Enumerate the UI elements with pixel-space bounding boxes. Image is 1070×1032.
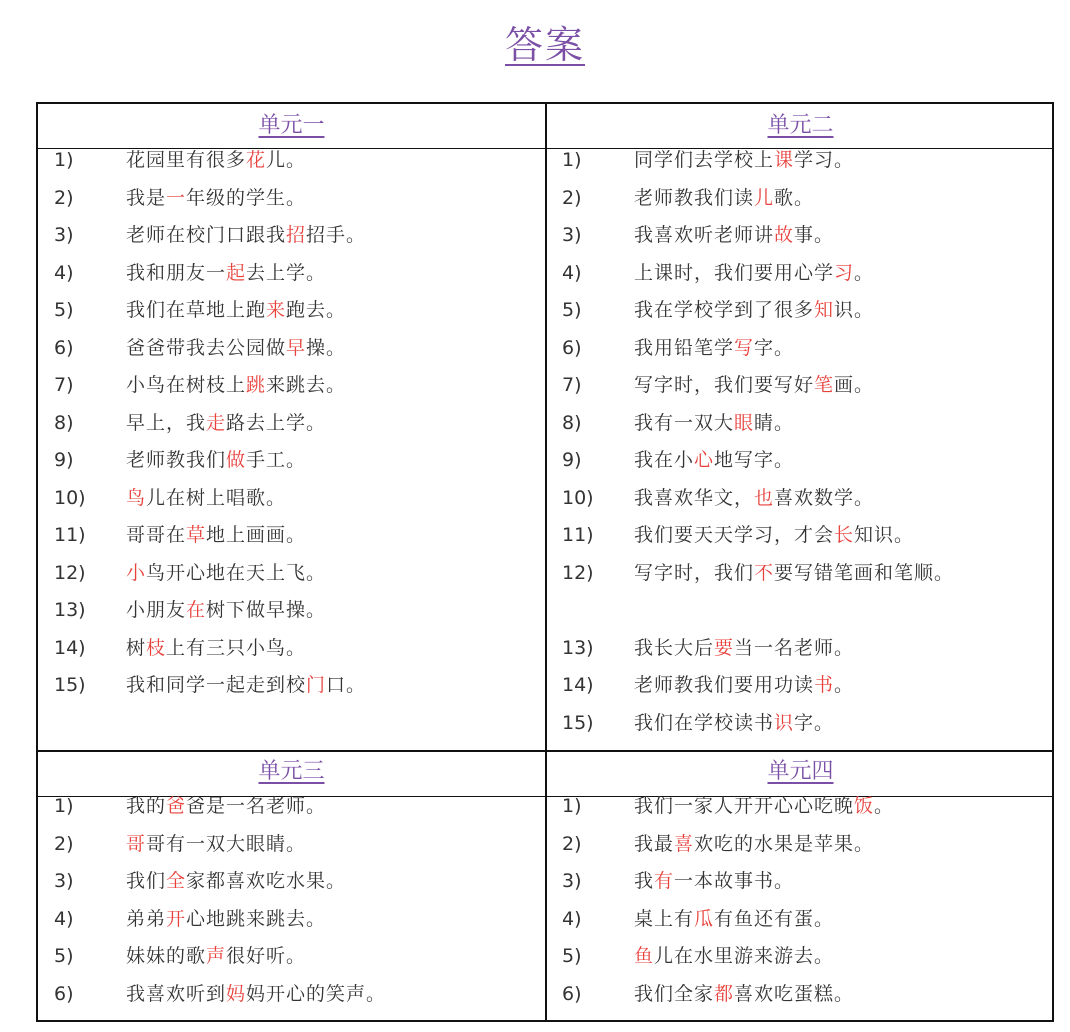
- item-sentence: [634, 863, 1042, 901]
- answer-item: [562, 705, 1042, 743]
- sentence-end: 当一名老师。: [734, 636, 855, 659]
- answer-item: [54, 976, 534, 1014]
- sentence-end: 地上画画。: [206, 524, 307, 546]
- answer-character: 小: [126, 561, 147, 584]
- item-sentence: [634, 330, 1042, 368]
- item-number: 5): [54, 299, 74, 321]
- page-title: 答案: [504, 23, 585, 67]
- item-sentence: [126, 255, 534, 293]
- item-sentence: [634, 788, 1042, 826]
- sentence-start: 我们要天天学习，才会: [634, 524, 835, 546]
- answer-item: [54, 142, 534, 180]
- item-sentence: [126, 555, 534, 593]
- sentence-start: 我有一双大: [634, 411, 735, 434]
- sentence-end: 事。: [794, 224, 835, 246]
- item-number: 4): [54, 907, 74, 930]
- answer-item: [562, 630, 1042, 668]
- answer-item: [562, 788, 1042, 826]
- item-number: 4): [562, 261, 582, 284]
- answer-item: [562, 255, 1042, 293]
- answer-item: [562, 555, 1042, 630]
- answer-character: 书: [814, 674, 835, 696]
- unit2-heading: 单元二: [767, 113, 834, 138]
- sentence-start: 老师教我们读: [634, 186, 755, 209]
- answer-item: [54, 217, 534, 255]
- answer-item: [562, 517, 1042, 555]
- sentence-end: 路去上学。: [226, 411, 327, 434]
- item-number: 13): [54, 599, 86, 621]
- item-number: 10): [54, 486, 86, 509]
- unit1-list: [54, 142, 534, 705]
- answer-character: 故: [774, 224, 795, 246]
- answer-character: 爸: [166, 795, 187, 817]
- answer-character: 走: [206, 411, 227, 434]
- sentence-start: 老师教我们要用功读: [634, 674, 815, 696]
- item-sentence: [126, 901, 534, 939]
- item-number: 1): [54, 149, 74, 171]
- sentence-end: 操。: [306, 336, 347, 359]
- item-number: 2): [562, 832, 582, 855]
- sentence-start: 我的: [126, 795, 167, 817]
- answer-character: 门: [306, 674, 327, 696]
- answer-item: [54, 863, 534, 901]
- unit4-list: [562, 788, 1042, 1013]
- answer-table-top: [36, 102, 1054, 752]
- answer-item: [54, 367, 534, 405]
- answer-item: [562, 826, 1042, 864]
- answer-character: 心: [694, 449, 715, 471]
- item-sentence: [634, 938, 1042, 976]
- sentence-start: 我用铅笔学: [634, 336, 735, 359]
- answer-item: [54, 938, 534, 976]
- sentence-start: 哥哥在: [126, 524, 187, 546]
- sentence-start: 我: [634, 870, 655, 892]
- sentence-start: 我长大后: [634, 636, 715, 659]
- sentence-start: 弟弟: [126, 907, 167, 930]
- sentence-start: 我在学校学到了很多: [634, 299, 815, 321]
- answer-character: 课: [774, 149, 795, 171]
- sentence-end: 鸟开心地在天上飞。: [146, 561, 327, 584]
- answer-item: [562, 976, 1042, 1014]
- item-number: 5): [562, 299, 582, 321]
- sentence-end: 喜欢数学。: [774, 486, 875, 509]
- column-divider: [545, 104, 547, 750]
- sentence-start: 妹妹的歌: [126, 945, 207, 967]
- item-number: 3): [562, 224, 582, 246]
- answer-character: 枝: [146, 636, 167, 659]
- item-sentence: [634, 405, 1042, 443]
- item-number: 8): [562, 411, 582, 434]
- item-sentence: [126, 330, 534, 368]
- item-number: 1): [54, 795, 74, 817]
- item-sentence: [126, 976, 534, 1014]
- sentence-start: 树: [126, 636, 147, 659]
- answer-item: [54, 180, 534, 218]
- sentence-end: 。: [874, 795, 895, 817]
- sentence-end: 手工。: [246, 449, 307, 471]
- sentence-end: 儿在树上唱歌。: [146, 486, 287, 509]
- answer-character: 儿: [754, 186, 775, 209]
- item-sentence: [634, 180, 1042, 218]
- sentence-end: 心地跳来跳去。: [186, 907, 327, 930]
- item-number: 12): [562, 561, 594, 584]
- unit3-list: [54, 788, 534, 1013]
- sentence-end: 知识。: [854, 524, 915, 546]
- sentence-end: 字。: [794, 711, 835, 734]
- item-number: 6): [54, 982, 74, 1005]
- answer-character: 知: [814, 299, 835, 321]
- item-number: 12): [54, 561, 86, 584]
- item-sentence: [634, 292, 1042, 330]
- answer-character: 花: [246, 149, 267, 171]
- item-sentence: [126, 405, 534, 443]
- sentence-start: 我们一家人开开心心吃晚: [634, 795, 855, 817]
- sentence-end: 去上学。: [246, 261, 327, 284]
- answer-character: 在: [186, 599, 207, 621]
- answer-character: 都: [714, 982, 735, 1005]
- sentence-start: 我是: [126, 186, 167, 209]
- item-sentence: [126, 630, 534, 668]
- answer-item: [54, 788, 534, 826]
- item-sentence: [634, 142, 1042, 180]
- item-number: 1): [562, 149, 582, 171]
- answer-character: 写: [734, 336, 755, 359]
- item-sentence: [126, 367, 534, 405]
- answer-character: 妈: [226, 982, 247, 1005]
- sentence-end: 歌。: [774, 186, 815, 209]
- item-number: 3): [54, 870, 74, 892]
- item-number: 8): [54, 411, 74, 434]
- sentence-end: 儿在水里游来游去。: [654, 945, 835, 967]
- sentence-start: 我和朋友一: [126, 261, 227, 284]
- item-number: 7): [562, 374, 582, 396]
- item-number: 5): [562, 945, 582, 967]
- sentence-start: 小朋友: [126, 599, 187, 621]
- sentence-end: 跑去。: [286, 299, 347, 321]
- answer-character: 全: [166, 870, 187, 892]
- item-sentence: [126, 480, 534, 518]
- item-number: 15): [54, 674, 86, 696]
- sentence-end: 学习。: [794, 149, 855, 171]
- sentence-end: 儿。: [266, 149, 307, 171]
- sentence-end: 一本故事书。: [674, 870, 795, 892]
- sentence-end: 很好听。: [226, 945, 307, 967]
- sentence-end: 爸是一名老师。: [186, 795, 327, 817]
- item-number: 4): [562, 907, 582, 930]
- item-number: 10): [562, 486, 594, 509]
- sentence-end: 招手。: [306, 224, 367, 246]
- item-sentence: [126, 938, 534, 976]
- item-sentence: [126, 142, 534, 180]
- sentence-start: 我喜欢听老师讲: [634, 224, 775, 246]
- answer-item: [54, 405, 534, 443]
- item-sentence: [634, 705, 1042, 743]
- item-number: 13): [562, 636, 594, 659]
- answer-item: [54, 517, 534, 555]
- answer-character: 不: [754, 561, 775, 584]
- answer-item: [562, 217, 1042, 255]
- sentence-start: 写字时，我们: [634, 561, 755, 584]
- item-number: 6): [562, 336, 582, 359]
- item-sentence: [634, 826, 1042, 864]
- sentence-end: 妈开心的笑声。: [246, 982, 387, 1005]
- sentence-start: 桌上有: [634, 907, 695, 930]
- sentence-start: 老师在校门口跟我: [126, 224, 287, 246]
- answer-character: 有: [654, 870, 675, 892]
- answer-character: 要: [714, 636, 735, 659]
- answer-character: 长: [834, 524, 855, 546]
- answer-character: 笔: [814, 374, 835, 396]
- item-sentence: [634, 367, 1042, 405]
- sentence-end: 上有三只小鸟。: [166, 636, 307, 659]
- item-sentence: [126, 442, 534, 480]
- item-sentence: [634, 901, 1042, 939]
- answer-item: [562, 330, 1042, 368]
- item-sentence: [634, 480, 1042, 518]
- item-sentence: [126, 826, 534, 864]
- sentence-end: 字。: [754, 336, 795, 359]
- sentence-end: 画。: [834, 374, 875, 396]
- answer-item: [562, 938, 1042, 976]
- sentence-end: 喜欢吃蛋糕。: [734, 982, 855, 1005]
- sentence-end: 睛。: [754, 411, 795, 434]
- answer-character: 瓜: [694, 907, 715, 930]
- answer-character: 一: [166, 186, 187, 209]
- answer-item: [562, 367, 1042, 405]
- item-number: 11): [54, 524, 86, 546]
- sentence-start: 我们: [126, 870, 167, 892]
- item-sentence: [126, 180, 534, 218]
- answer-item: [54, 330, 534, 368]
- item-sentence: [634, 555, 1042, 593]
- item-sentence: [634, 217, 1042, 255]
- item-number: 5): [54, 945, 74, 967]
- sentence-end: 树下做早操。: [206, 599, 327, 621]
- sentence-end: 地写字。: [714, 449, 795, 471]
- sentence-end: 哥有一双大眼睛。: [146, 832, 307, 855]
- answer-character: 来: [266, 299, 287, 321]
- item-number: 2): [54, 832, 74, 855]
- answer-character: 哥: [126, 832, 147, 855]
- unit1-heading: 单元一: [258, 113, 325, 138]
- item-number: 6): [562, 982, 582, 1005]
- sentence-start: 写字时，我们要写好: [634, 374, 815, 396]
- answer-item: [54, 555, 534, 593]
- item-number: 9): [562, 449, 582, 471]
- item-sentence: [126, 863, 534, 901]
- answer-item: [54, 480, 534, 518]
- item-sentence: [126, 592, 534, 630]
- answer-item: [54, 592, 534, 630]
- sentence-start: 早上，我: [126, 411, 207, 434]
- sentence-start: 上课时，我们要用心学: [634, 261, 835, 284]
- item-number: 14): [562, 674, 594, 696]
- sentence-start: 我们在学校读书: [634, 711, 775, 734]
- unit2-list: [562, 142, 1042, 742]
- answer-item: [54, 826, 534, 864]
- item-sentence: [126, 667, 534, 705]
- item-sentence: [634, 630, 1042, 668]
- sentence-end: 要写错笔画和笔顺。: [774, 561, 955, 584]
- unit3-heading: 单元三: [258, 759, 325, 784]
- sentence-end: 识。: [834, 299, 875, 321]
- item-number: 7): [54, 374, 74, 396]
- sentence-start: 我最: [634, 832, 675, 855]
- sentence-start: 我在小: [634, 449, 695, 471]
- answer-item: [562, 142, 1042, 180]
- answer-table-bottom: [36, 750, 1054, 1022]
- item-sentence: [634, 667, 1042, 705]
- answer-item: [562, 901, 1042, 939]
- answer-item: [54, 630, 534, 668]
- answer-item: [54, 292, 534, 330]
- sentence-start: 老师教我们: [126, 449, 227, 471]
- item-sentence: [126, 292, 534, 330]
- answer-character: 识: [774, 711, 795, 734]
- answer-character: 饭: [854, 795, 875, 817]
- item-number: 11): [562, 524, 594, 546]
- answer-character: 喜: [674, 832, 695, 855]
- answer-character: 声: [206, 945, 227, 967]
- item-sentence: [634, 976, 1042, 1014]
- sentence-end: 欢吃的水果是苹果。: [694, 832, 875, 855]
- answer-character: 招: [286, 224, 307, 246]
- item-sentence: [126, 788, 534, 826]
- answer-item: [54, 255, 534, 293]
- answer-item: [562, 442, 1042, 480]
- sentence-start: 小鸟在树枝上: [126, 374, 247, 396]
- answer-character: 草: [186, 524, 207, 546]
- answer-item: [562, 180, 1042, 218]
- answer-item: [562, 292, 1042, 330]
- item-number: 3): [562, 870, 582, 892]
- sentence-start: 爸爸带我去公园做: [126, 336, 287, 359]
- sentence-end: 口。: [326, 674, 367, 696]
- sentence-end: 有鱼还有蛋。: [714, 907, 835, 930]
- sentence-end: 家都喜欢吃水果。: [186, 870, 347, 892]
- sentence-start: 我和同学一起走到校: [126, 674, 307, 696]
- sentence-end: 年级的学生。: [186, 186, 307, 209]
- item-number: 6): [54, 336, 74, 359]
- answer-item: [562, 480, 1042, 518]
- sentence-start: 我们全家: [634, 982, 715, 1005]
- item-number: 1): [562, 795, 582, 817]
- item-number: 14): [54, 636, 86, 659]
- answer-item: [562, 405, 1042, 443]
- answer-character: 眼: [734, 411, 755, 434]
- answer-item: [54, 667, 534, 705]
- answer-character: 起: [226, 261, 247, 284]
- item-number: 15): [562, 711, 594, 734]
- answer-item: [54, 901, 534, 939]
- item-sentence: [634, 255, 1042, 293]
- answer-item: [54, 442, 534, 480]
- sentence-start: 我们在草地上跑: [126, 299, 267, 321]
- answer-item: [562, 863, 1042, 901]
- unit4-heading: 单元四: [767, 759, 834, 784]
- sentence-end: 。: [854, 261, 875, 284]
- column-divider: [545, 752, 547, 1020]
- item-number: 9): [54, 449, 74, 471]
- item-sentence: [126, 517, 534, 555]
- answer-character: 也: [754, 486, 775, 509]
- sentence-start: 同学们去学校上: [634, 149, 775, 171]
- sentence-end: 来跳去。: [266, 374, 347, 396]
- answer-item: [562, 667, 1042, 705]
- answer-character: 鸟: [126, 486, 147, 509]
- item-sentence: [126, 217, 534, 255]
- item-number: 4): [54, 261, 74, 284]
- answer-character: 开: [166, 907, 187, 930]
- answer-character: 做: [226, 449, 247, 471]
- answer-character: 习: [834, 261, 855, 284]
- answer-character: 跳: [246, 374, 267, 396]
- sentence-start: 我喜欢听到: [126, 982, 227, 1005]
- sentence-end: 。: [834, 674, 855, 696]
- sentence-start: 花园里有很多: [126, 149, 247, 171]
- item-number: 2): [562, 186, 582, 209]
- sentence-start: 我喜欢华文，: [634, 486, 755, 509]
- item-sentence: [634, 517, 1042, 555]
- item-number: 2): [54, 186, 74, 209]
- answer-character: 鱼: [634, 945, 655, 967]
- item-sentence: [634, 442, 1042, 480]
- item-number: 3): [54, 224, 74, 246]
- answer-character: 早: [286, 336, 307, 359]
